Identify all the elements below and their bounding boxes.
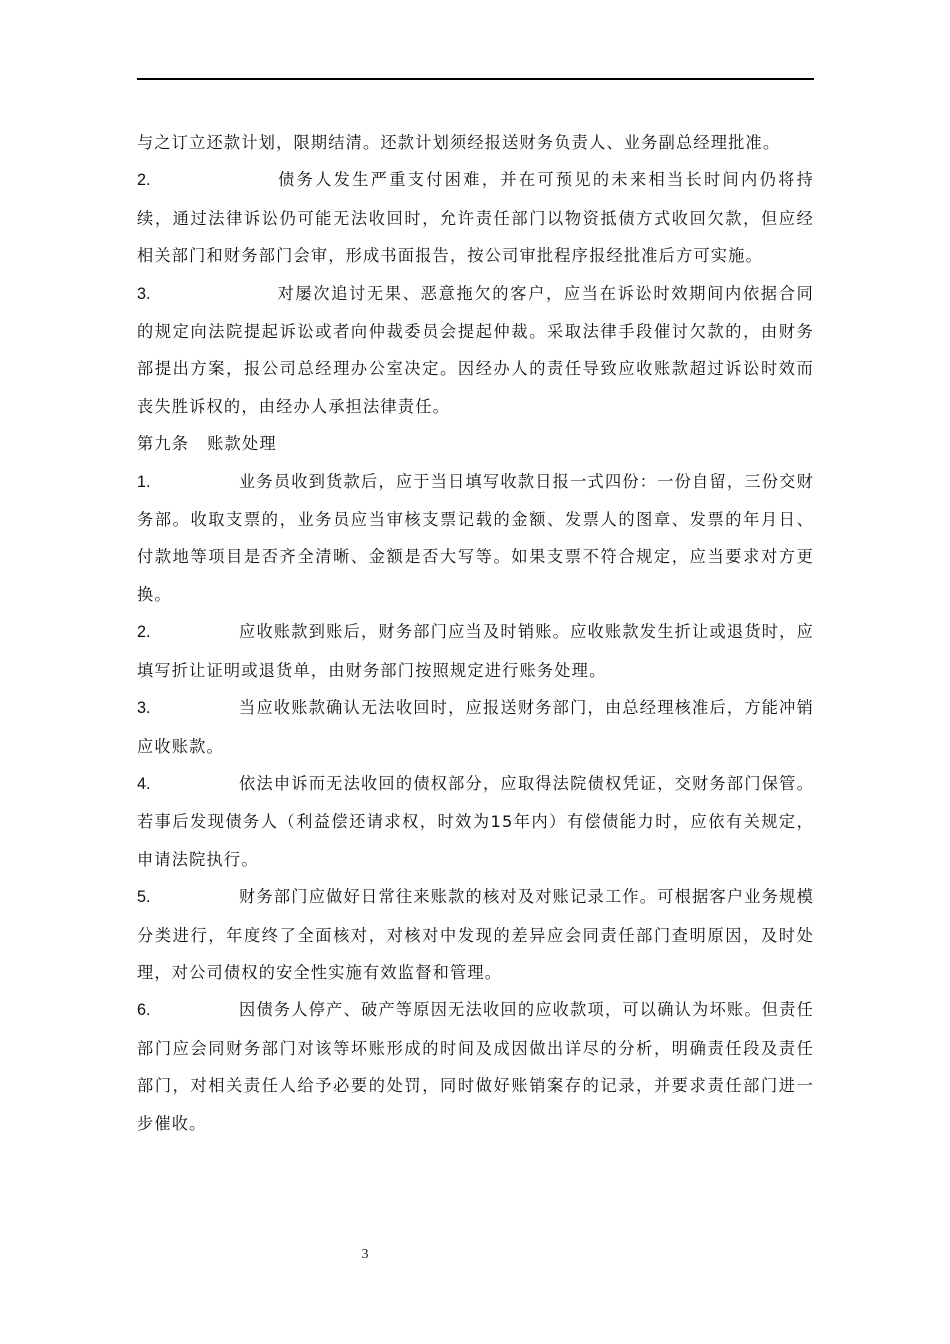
list-item <box>137 878 814 991</box>
list-item-number: 2. <box>137 623 151 642</box>
list-item-text: 业务员收到货款后，应于当日填写收款日报一式四份：一份自留，三份交财务部。收取支票的，业务员应当审核支票记载的金额、发票人的图章、发票的年月日、付款地等项目是否齐全清晰、金额是否大写等。如果支票不符合规定，应当要求对方更换。 <box>137 471 814 604</box>
header-rule <box>137 78 814 80</box>
list-item-text: 对屡次追讨无果、恶意拖欠的客户，应当在诉讼时效期间内依据合同的规定向法院提起诉讼或者向仲裁委员会提起仲裁。采取法律手段催讨欠款的，由财务部提出方案，报公司总经理办公室决定。因经办人的责任导致应收账款超过诉讼时效而丧失胜诉权的，由经办人承担法律责任。 <box>137 283 814 416</box>
list-item <box>137 275 814 426</box>
list-item-number: 3. <box>137 284 151 303</box>
list-item-text: 当应收账款确认无法收回时，应报送财务部门，由总经理核准后，方能冲销应收账款。 <box>137 698 814 756</box>
document-body <box>137 124 814 1142</box>
list-item-number: 2. <box>137 171 151 190</box>
list-item <box>137 689 814 765</box>
list-item <box>137 765 814 878</box>
paragraph-continuation: 与之订立还款计划，限期结清。还款计划须经报送财务负责人、业务副总经理批准。 <box>137 133 781 152</box>
list-item <box>137 161 814 274</box>
list-item-text: 应收账款到账后，财务部门应当及时销账。应收账款发生折让或退货时，应填写折让证明或退货单，由财务部门按照规定进行账务处理。 <box>137 622 814 680</box>
list-item-number: 3. <box>137 699 151 718</box>
list-item <box>137 991 814 1142</box>
list-item-number: 1. <box>137 472 151 491</box>
page-number: 3 <box>361 1247 369 1262</box>
list-item <box>137 463 814 614</box>
list-item <box>137 613 814 689</box>
article-number: 第九条 <box>137 434 190 454</box>
list-item-text: 财务部门应做好日常往来账款的核对及对账记录工作。可根据客户业务规模分类进行，年度终了全面核对，对核对中发现的差异应会同责任部门查明原因，及时处理，对公司债权的安全性实施有效监督和管理。 <box>137 887 814 982</box>
list-item-text: 因债务人停产、破产等原因无法收回的应收款项，可以确认为坏账。但责任部门应会同财务部门对该等坏账形成的时间及成因做出详尽的分析，明确责任段及责任部门，对相关责任人给予必要的处罚，同时做好账销案存的记录，并要求责任部门进一步催收。 <box>137 1000 814 1133</box>
list-item-text: 依法申诉而无法收回的债权部分，应取得法院债权凭证，交财务部门保管。若事后发现债务人（利益偿还请求权，时效为15年内）有偿债能力时，应依有关规定，申请法院执行。 <box>137 773 814 869</box>
list-item-number: 4. <box>137 774 151 793</box>
list-item-number: 5. <box>137 888 151 907</box>
article-title: 账款处理 <box>207 434 277 454</box>
list-item-number: 6. <box>137 1001 151 1020</box>
list-item-text: 债务人发生严重支付困难，并在可预见的未来相当长时间内仍将持续，通过法律诉讼仍可能无法收回时，允许责任部门以物资抵债方式收回欠款，但应经相关部门和财务部门会审，形成书面报告，按公司审批程序报经批准后方可实施。 <box>137 170 814 266</box>
section-heading <box>137 425 814 462</box>
